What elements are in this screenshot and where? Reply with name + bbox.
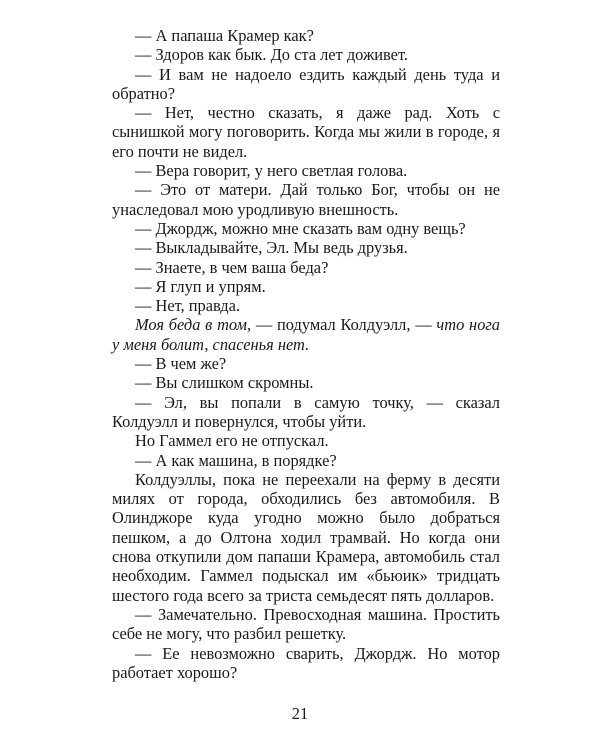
paragraph: — Это от матери. Дай только Бог, чтобы он не унаследовал мою уродливую внешность.	[112, 180, 500, 219]
page-number: 21	[291, 704, 309, 723]
thought-paragraph	[112, 315, 500, 354]
paragraph: Колдуэллы, пока не переехали на ферму в десяти милях от города, обходились без автомобиля. В Олинджоре куда угодно можно было добраться пешком, а до Олтона ходил трамвай. Но когда они снова откупили дом папаши Крамера, автомобиль стал необходим. Гаммел подыскал им «бьюик» тридцать шестого года всего за триста семьдесят пять долларов.	[112, 469, 500, 605]
paragraph: — Нет, честно сказать, я даже рад. Хоть с сынишкой могу поговорить. Когда мы жили в городе, я его почти не видел.	[112, 103, 500, 161]
paragraph: — Здоров как бык. До ста лет доживет.	[135, 45, 408, 65]
paragraph: — Ее невозможно сварить, Джордж. Но мотор работает хорошо?	[112, 643, 500, 682]
thought-italic-start: Моя беда в том,	[135, 315, 252, 335]
body-text	[112, 26, 500, 682]
paragraph: — И вам не надоело ездить каждый день туда и обратно?	[112, 64, 500, 103]
paragraph: — Вы слишком скромны.	[135, 373, 314, 393]
paragraph: — Я глуп и упрям.	[135, 276, 266, 296]
paragraph: — А как машина, в порядке?	[135, 450, 337, 470]
paragraph: — Вера говорит, у него светлая голова.	[135, 161, 408, 181]
paragraph: — Эл, вы попали в самую точку, — сказал Колдуэлл и повернулся, чтобы уйти.	[112, 392, 500, 431]
thought-italic-end: что нога у меня болит, спасенья нет.	[112, 315, 500, 354]
paragraph: — Выкладывайте, Эл. Мы ведь друзья.	[135, 238, 408, 258]
paragraph: — Замечательно. Превосходная машина. Простить себе не могу, что разбил решетку.	[112, 604, 500, 644]
thought-attribution: — подумал Колдуэлл, —	[251, 315, 437, 335]
paragraph: — А папаша Крамер как?	[135, 26, 314, 45]
paragraph: — Джордж, можно мне сказать вам одну вещь?	[135, 218, 466, 238]
paragraph: — В чем же?	[135, 354, 227, 374]
paragraph: — Нет, правда.	[135, 296, 241, 316]
paragraph: — Знаете, в чем ваша беда?	[135, 257, 329, 277]
paragraph: Но Гаммел его не отпускал.	[135, 431, 329, 451]
